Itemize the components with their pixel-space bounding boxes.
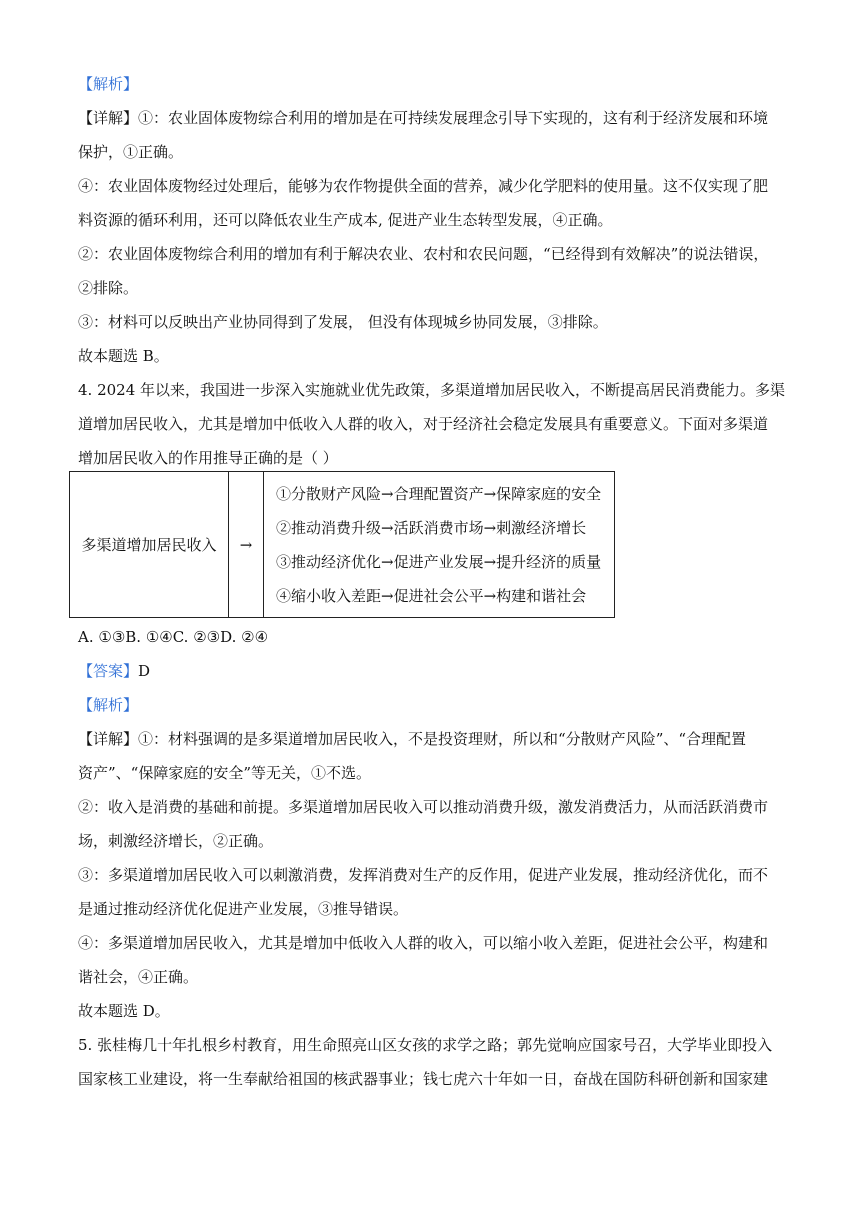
q3-conclusion: 故本题选 B。	[78, 347, 169, 365]
q4-conclusion: 故本题选 D。	[78, 1002, 170, 1020]
q4-item-3-text: ③：多渠道增加居民收入可以刺激消费，发挥消费对生产的反作用，促进产业发展，推动经济优化，而不	[78, 866, 769, 884]
q4-detail-line	[78, 728, 800, 750]
q3-detail-text-2: 保护，①正确。	[78, 143, 184, 161]
q3-analysis-label: 【解析】	[78, 75, 139, 93]
q4-stem-line-3: 增加居民收入的作用推导正确的是（ ）	[78, 449, 338, 467]
q4-detail-text-2: 资产”、“保障家庭的安全”等无关，①不选。	[78, 764, 372, 782]
q3-item-3-text: ③：材料可以反映出产业协同得到了发展， 但没有体现城乡协同发展，③排除。	[78, 313, 608, 331]
q4-derivation-table	[69, 471, 615, 618]
q3-item-2-text-2: ②排除。	[78, 279, 139, 297]
q3-detail-line	[78, 107, 800, 129]
table-option-2: ②推动消费升级→活跃消费市场→刺激经济增长	[276, 518, 587, 537]
q4-stem-line-2: 道增加居民收入，尤其是增加中低收入人群的收入，对于经济社会稳定发展具有重要意义。下面对多渠道	[78, 415, 769, 433]
table-option-4: ④缩小收入差距→促进社会公平→构建和谐社会	[276, 586, 587, 605]
q4-item-2-text: ②：收入是消费的基础和前提。多渠道增加居民收入可以推动消费升级，激发消费活力，从而活跃消费市	[78, 798, 769, 816]
q3-detail-text: ①：农业固体废物综合利用的增加是在可持续发展理念引导下实现的，这有利于经济发展和环境	[138, 109, 769, 127]
q4-choices: A. ①③B. ①④C. ②③D. ②④	[78, 628, 269, 646]
q3-detail-label: 【详解】	[78, 109, 139, 127]
table-option-3: ③推动经济优化→促进产业发展→提升经济的质量	[276, 552, 602, 571]
q3-item-2-text: ②：农业固体废物综合利用的增加有利于解决农业、农村和农民问题，“已经得到有效解决”的说法错误，	[78, 245, 769, 263]
q4-answer-label: 【答案】	[78, 662, 139, 680]
q5-stem-line-2: 国家核工业建设，将一生奉献给祖国的核武器事业；钱七虎六十年如一日，奋战在国防科研创新和国家建	[78, 1070, 769, 1088]
q5-stem-line-1: 5. 张桂梅几十年扎根乡村教育，用生命照亮山区女孩的求学之路；郭先觉响应国家号召，大学毕业即投入	[78, 1036, 773, 1054]
q3-item-4-text: ④：农业固体废物经过处理后，能够为农作物提供全面的营养，减少化学肥料的使用量。这不仅实现了肥	[78, 177, 769, 195]
table-cell-income: 多渠道增加居民收入	[70, 472, 229, 618]
table-option-1: ①分散财产风险→合理配置资产→保障家庭的安全	[276, 484, 602, 503]
q4-answer-line	[78, 660, 800, 682]
q3-item-4-text-2: 料资源的循环利用，还可以降低农业生产成本, 促进产业生态转型发展，④正确。	[78, 211, 613, 229]
table-cell-options	[264, 472, 615, 618]
q4-item-4-text: ④：多渠道增加居民收入，尤其是增加中低收入人群的收入，可以缩小收入差距，促进社会公平，构建和	[78, 934, 769, 952]
q4-item-3-text-2: 是通过推动经济优化促进产业发展，③推导错误。	[78, 900, 409, 918]
q4-answer: D	[138, 662, 151, 680]
table-cell-arrow: →	[229, 472, 264, 618]
q4-detail-text: ①：材料强调的是多渠道增加居民收入，不是投资理财，所以和“分散财产风险”、“合理配置	[138, 730, 747, 748]
q4-stem-line-1: 4. 2024 年以来，我国进一步深入实施就业优先政策，多渠道增加居民收入，不断提高居民消费能力。多渠	[78, 381, 786, 399]
q4-analysis-label: 【解析】	[78, 696, 139, 714]
q4-item-2-text-2: 场，刺激经济增长，②正确。	[78, 832, 274, 850]
q4-detail-label: 【详解】	[78, 730, 139, 748]
q4-item-4-text-2: 谐社会，④正确。	[78, 968, 199, 986]
